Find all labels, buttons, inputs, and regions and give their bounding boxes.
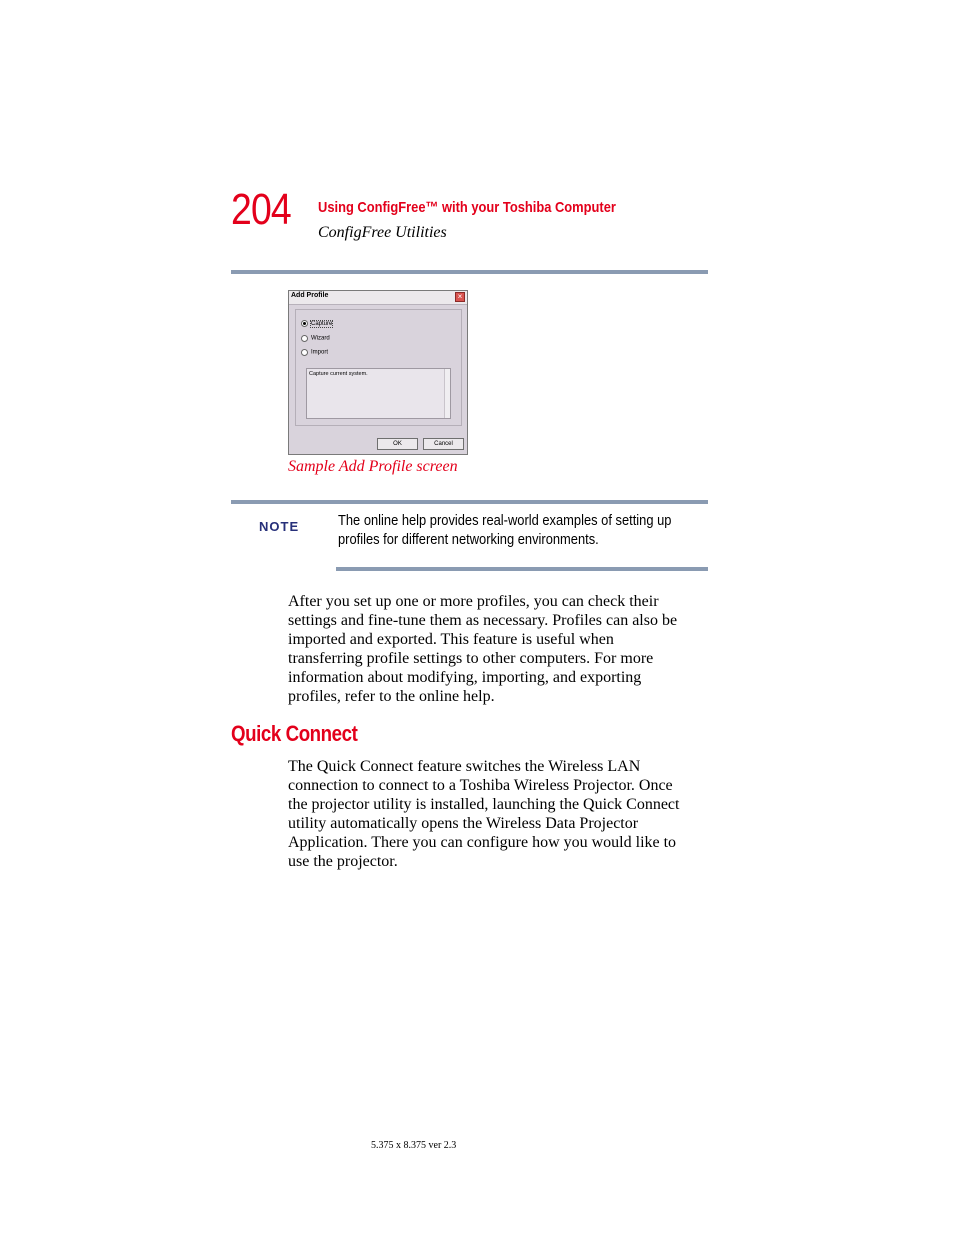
description-text: Capture current system. [309, 371, 368, 377]
close-icon[interactable]: × [455, 292, 465, 302]
radio-wizard[interactable] [301, 335, 330, 345]
text-line: information about modifying, importing, and exporting [288, 668, 642, 686]
paragraph-profiles [288, 593, 713, 706]
text-line: connection to connect to a Toshiba Wireless Projector. Once [288, 776, 673, 794]
note-label: NOTE [259, 519, 300, 534]
section-title: ConfigFree Utilities [318, 224, 447, 241]
text-line: use the projector. [288, 852, 398, 870]
ok-button[interactable]: OK [377, 438, 418, 450]
note-line: profiles for different networking environments. [338, 530, 599, 548]
page-number: 204 [231, 185, 291, 234]
text-line: transferring profile settings to other computers. For more [288, 649, 654, 667]
text-line: The Quick Connect feature switches the Wireless LAN [288, 758, 641, 775]
radio-import[interactable] [301, 349, 328, 359]
text-line: utility automatically opens the Wireless Data Projector [288, 814, 639, 832]
paragraph-quick-connect [288, 758, 713, 871]
cancel-button[interactable]: Cancel [423, 438, 464, 450]
text-line: profiles, refer to the online help. [288, 687, 495, 705]
text-line: After you set up one or more profiles, you can check their [288, 593, 659, 610]
note-bottom-rule [336, 567, 708, 571]
add-profile-dialog-screenshot [288, 290, 468, 455]
description-textarea[interactable] [306, 368, 451, 419]
chapter-title: Using ConfigFree™ with your Toshiba Computer [318, 199, 616, 216]
text-line: the projector utility is installed, launching the Quick Connect [288, 795, 680, 813]
radio-icon [301, 349, 308, 356]
text-line: settings and fine-tune them as necessary. Profiles can also be [288, 611, 678, 629]
scrollbar[interactable] [444, 369, 450, 418]
radio-selected-icon [301, 320, 308, 327]
radio-label: Wizard [311, 335, 330, 342]
text-line: imported and exported. This feature is useful when [288, 630, 614, 648]
quick-connect-heading: Quick Connect [231, 721, 358, 746]
radio-label: Import [311, 349, 329, 356]
dialog-titlebar [289, 291, 467, 305]
note-text [338, 512, 682, 549]
figure-caption: Sample Add Profile screen [288, 458, 458, 475]
radio-icon [301, 335, 308, 342]
dialog-title: Add Profile [291, 292, 329, 299]
page-footer: 5.375 x 8.375 ver 2.3 [371, 1140, 457, 1151]
radio-capture[interactable] [301, 320, 332, 330]
header-rule [231, 270, 708, 274]
radio-label: Capture [311, 320, 333, 327]
note-top-rule [231, 500, 708, 504]
text-line: Application. There you can configure how you would like to [288, 833, 677, 851]
note-line: The online help provides real-world examples of setting up [338, 512, 672, 529]
